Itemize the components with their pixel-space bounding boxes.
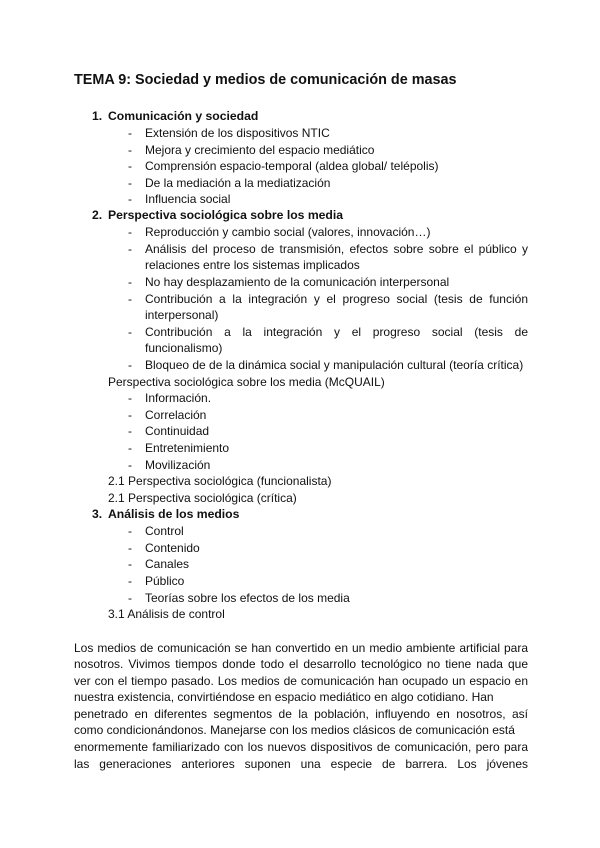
list-item: Información. [145, 391, 212, 405]
bullet-dash: - [128, 424, 132, 438]
list-item-continuation: funcionalismo) [145, 341, 223, 355]
bullet-dash: - [128, 458, 132, 472]
bullet-dash: - [128, 192, 132, 206]
list-item: Correlación [145, 408, 207, 422]
bullet-dash: - [128, 408, 132, 422]
bullet-dash: - [128, 541, 132, 555]
subsection-title: 2.1 Perspectiva sociológica (crítica) [108, 491, 297, 505]
section-number: 2. [92, 208, 103, 222]
list-item: Extensión de los dispositivos NTIC [145, 126, 330, 140]
bullet-dash: - [128, 574, 132, 588]
subsection-title: 2.1 Perspectiva sociológica (funcionalista) [108, 474, 332, 488]
paragraph-line: nuestra existencia, convirtiéndose en espacio mediático en algo cotidiano. Han [74, 690, 494, 704]
list-item: Movilización [145, 458, 211, 472]
list-item: No hay desplazamiento de la comunicación interpersonal [145, 275, 450, 289]
list-item: Continuidad [145, 424, 210, 438]
list-item: Contribución a la integración y el progreso social (tesis de [145, 325, 528, 339]
section-heading-2 [92, 208, 343, 222]
subheading: Perspectiva sociológica sobre los media (McQUAIL) [108, 375, 385, 389]
bullet-dash: - [128, 126, 132, 140]
list-item: Canales [145, 557, 190, 571]
document-title: TEMA 9: Sociedad y medios de comunicación de masas [74, 72, 457, 88]
bullet-dash: - [128, 292, 132, 306]
bullet-dash: - [128, 242, 132, 256]
list-item: Influencia social [145, 192, 231, 206]
bullet-dash: - [128, 591, 132, 605]
list-item: Contenido [145, 541, 200, 555]
paragraph-line: ver con el tiempo pasado. Los medios de comunicación han ocupado un espacio en [74, 674, 528, 688]
list-item: Público [145, 574, 185, 588]
list-item: Análisis del proceso de transmisión, efectos sobre sobre el público y [145, 242, 528, 256]
section-title: Perspectiva sociológica sobre los media [108, 208, 344, 222]
list-item: Bloqueo de de la dinámica social y manipulación cultural (teoría crítica) [145, 358, 524, 372]
section-number: 3. [92, 507, 103, 521]
bullet-dash: - [128, 159, 132, 173]
paragraph-line: nosotros. Vivimos tiempos donde todo el desarrollo tecnológico no tiene nada que [74, 657, 528, 671]
bullet-dash: - [128, 391, 132, 405]
bullet-dash: - [128, 358, 132, 372]
section-title: Comunicación y sociedad [108, 109, 259, 123]
section-heading-1 [92, 109, 258, 123]
section-heading-3 [92, 507, 239, 521]
list-item-continuation: interpersonal) [145, 308, 219, 322]
paragraph-line: enormemente familiarizado con los nuevos dispositivos de comunicación, pero para [74, 740, 528, 754]
list-item: De la mediación a la mediatización [145, 176, 331, 190]
list-item: Entretenimiento [145, 441, 230, 455]
section-number: 1. [92, 109, 103, 123]
bullet-dash: - [128, 275, 132, 289]
paragraph-line: las generaciones anteriores suponen una especie de barrera. Los jóvenes [74, 757, 528, 771]
bullet-dash: - [128, 524, 132, 538]
bullet-dash: - [128, 143, 132, 157]
bullet-dash: - [128, 225, 132, 239]
paragraph-line: Los medios de comunicación se han convertido en un medio ambiente artificial para [74, 641, 528, 655]
bullet-dash: - [128, 441, 132, 455]
subsection-title: 3.1 Análisis de control [108, 607, 225, 621]
list-item-continuation: relaciones entre los sistemas implicados [145, 258, 360, 272]
list-item: Comprensión espacio-temporal (aldea global/ telépolis) [145, 159, 439, 173]
list-item: Control [145, 524, 184, 538]
bullet-dash: - [128, 176, 132, 190]
paragraph-line: penetrado en diferentes segmentos de la población, influyendo en nosotros, así [74, 707, 528, 721]
list-item: Teorías sobre los efectos de los media [145, 591, 350, 605]
bullet-dash: - [128, 325, 132, 339]
list-item: Contribución a la integración y el progreso social (tesis de función [145, 292, 528, 306]
list-item: Mejora y crecimiento del espacio mediático [145, 143, 375, 157]
paragraph-line: como condicionándonos. Manejarse con los medios clásicos de comunicación está [74, 723, 515, 737]
bullet-dash: - [128, 557, 132, 571]
section-title: Análisis de los medios [108, 507, 240, 521]
list-item: Reproducción y cambio social (valores, innovación…) [145, 225, 431, 239]
